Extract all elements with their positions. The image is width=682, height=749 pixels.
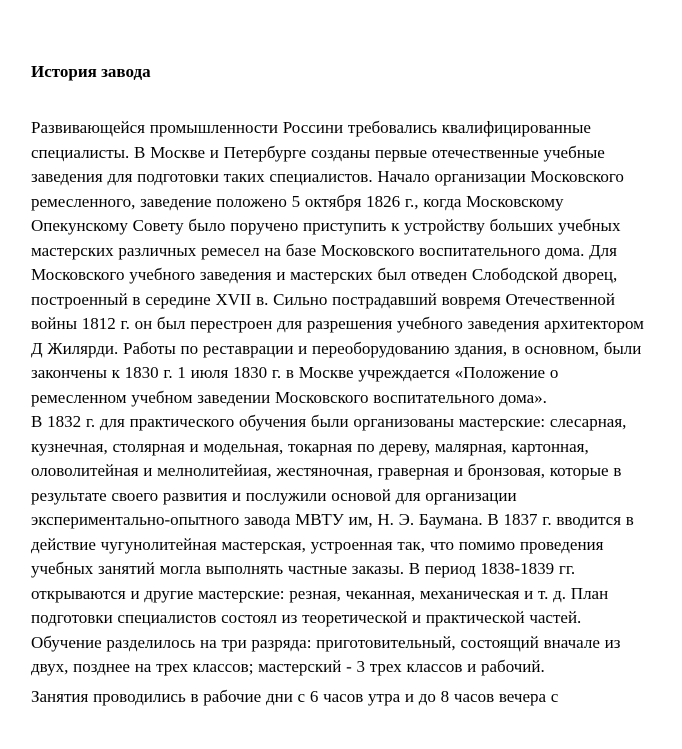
document-title: История завода: [31, 62, 151, 81]
paragraph-schedule-partial: Занятия проводились в рабочие дни с 6 часов утра и до 8 часов вечера с: [31, 686, 559, 706]
paragraph-workshops-1832: В 1832 г. для практического обучения были организованы мастерские: слесарная, кузнечная, столярная и модельная, токарная по дереву, малярная, картонная, оловолитейная и мелнолитейиая, жестяночная, граверная и бронзовая, которые в результате своего развития и послужили основой для организации экспериментально-опытного завода МВТУ им, Н. Э. Баумана. В 1837 г. вводится в действие чугунолитейная мастерская, устроенная так, что помимо проведения учебных занятий могла выполнять частные заказы. В период 1838-1839 гг. открываются и другие мастерские: резная, чеканная, механическая и т. д. План подготовки специалистов состоял из теоретической и практической частей. Обучение разделилось на три разряда: приготовительный, состоящий вначале из двух, позднее на трех классов; мастерский - 3 трех классов и рабочий.: [31, 412, 634, 676]
paragraph-history-founding: Развивающейся промышленности Россини требовались квалифицированные специалисты. В Москве и Петербурге созданы первые отечественные учебные заведения для подготовки таких специалистов. Начало организации Московского ремесленного, заведение положено 5 октября 1826 г., когда Московскому Опекунскому Совету было поручено приступить к устройству больших учебных мастерских различных ремесел на базе Московского воспитательного дома. Для Московского учебного заведения и мастерских был отведен Слободской дворец, построенный в середине XVII в. Сильно пострадавший вовремя Отечественной войны 1812 г. он был перестроен для разрешения учебного заведения архитектором Д Жилярди. Работы по реставрации и переоборудованию здания, в основном, были закончены к 1830 г. 1 июля 1830 г. в Москве учреждается «Положение о ремесленном учебном заведении Московского воспитательного дома».: [31, 118, 644, 407]
